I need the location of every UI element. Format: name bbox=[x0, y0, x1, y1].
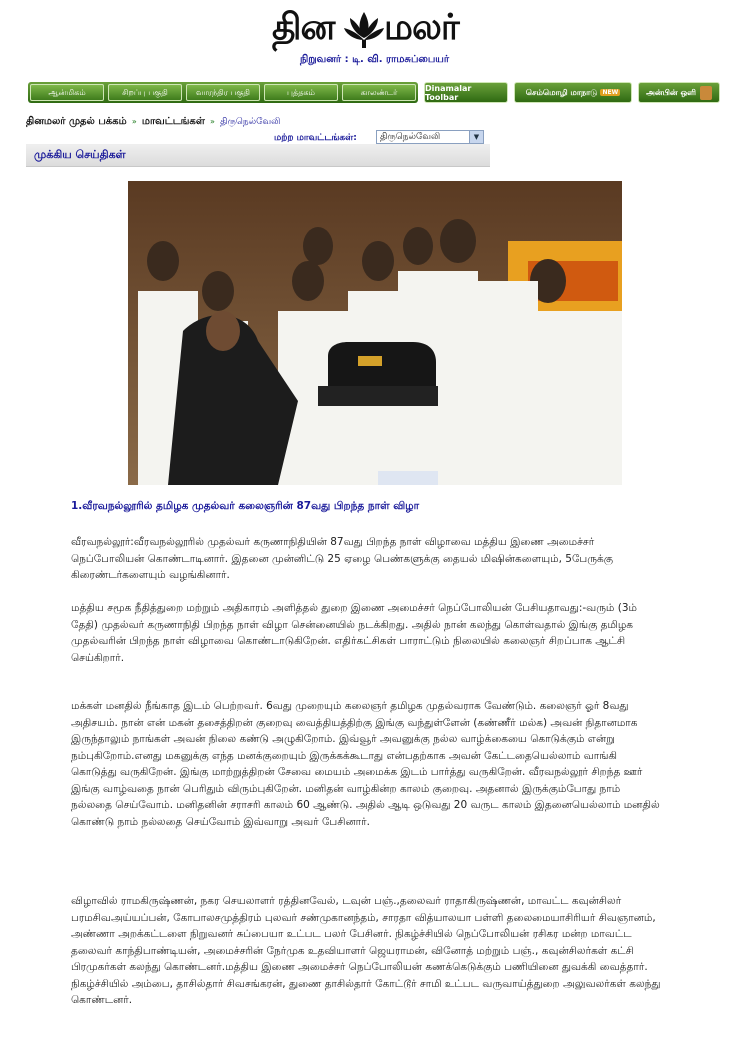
semmozhi-label: செம்மொழி மாநாடு bbox=[525, 87, 598, 97]
news-photo bbox=[128, 181, 622, 485]
anbin-oli-label: அன்பின் ஒளி bbox=[645, 87, 697, 97]
district-select-value: திருநெல்வேலி bbox=[380, 131, 441, 142]
main-nav bbox=[28, 82, 418, 103]
article-paragraph: மத்திய சமூக நீதித்துறை மற்றும் அதிகாரம் அளித்தல் துறை இணை அமைச்சர் நெப்போலியன் பேசியதாவது:-வரும் (3ம் தேதி) முதல்வர் கருணாநிதி பிறந்த நாள் விழா சென்னையில் நடக்கிறது. அதில் நான் கலந்து கொள்வதால் இங்கு தமிழக முதல்வரின் பிறந்த நாள் விழாவை கொண்டாடுகிறேன். எதிர்கட்சிகள் பாராட்டும் நிலையில் கலைஞர் சிறப்பாக ஆட்சி செய்கிறார். bbox=[71, 602, 637, 664]
nav-item-calendar[interactable]: காலண்டர் bbox=[342, 84, 416, 101]
toolbar-button[interactable] bbox=[424, 82, 508, 103]
breadcrumb-districts[interactable]: மாவட்டங்கள் bbox=[141, 116, 205, 127]
logo-text-left: தின bbox=[272, 6, 335, 48]
section-header bbox=[26, 144, 490, 167]
nav-item-weekly[interactable]: வாரந்திர பகுதி bbox=[186, 84, 260, 101]
logo-text-right: மலர் bbox=[384, 6, 459, 48]
nav-item-aanmigam[interactable]: ஆன்மிகம் bbox=[30, 84, 104, 101]
district-picker-label: மற்ற மாவட்டங்கள்: bbox=[274, 133, 357, 143]
nav-item-special[interactable]: சிறப்பு பகுதி bbox=[108, 84, 182, 101]
breadcrumb-separator-icon: » bbox=[131, 117, 137, 126]
article-paragraph: வீரவநல்லூர்:வீரவநல்லூரில் முதல்வர் கருணாநிதியின் 87வது பிறந்த நாள் விழாவை மத்திய இணை அமைச்சர் நெப்போலியன் கொண்டாடினார். இதனை முன்னிட்டு 25 ஏழை பெண்களுக்கு தையல் மிஷின்களையும், 5பேருக்கு கிரைண்டர்களையும் வழங்கினார். bbox=[71, 536, 613, 581]
masthead bbox=[0, 0, 750, 72]
founder-line: நிறுவனர் : டி. வி. ராமசுப்பையர் bbox=[300, 54, 450, 65]
avatar bbox=[700, 86, 712, 100]
article-paragraph: விழாவில் ராமகிருஷ்ணன், நகர செயலாளர் ரத்தினவேல், டவுன் பஞ்.,தலைவர் ராதாகிருஷ்ணன், மாவட்ட கவுன்சிலர் பரமசிவஅய்யப்பன், கோபாலசமுத்திரம் புலவர் சண்முகானந்தம், சாரதா வித்யாலயா பள்ளி தலைமையாசிரியர் சிவஞானம், அண்ணா அறக்கட்டளை நிறுவனர் சுப்பையா உட்பட பலர் பேசினர். நிகழ்ச்சியில் நெப்போலியன் ரசிகர மன்ற மாவட்ட தலைவர் காந்திபாண்டியன், அமைச்சரின் நேர்முக உதவியாளர் ஜெயராமன், வினோத் மற்றும் பஞ்., கவுன்சிலர்கள் கட்சி பிரமுகர்கள் கலந்து கொண்டனர்.மத்திய இணை அமைச்சர் நெப்போலியன் கணக்கெடுக்கும் பணியினை துவக்கி வைத்தார். நிகழ்ச்சியில் அம்பை, தாசில்தார் சிவசங்கரன், துணை தாசில்தார் கோட்டூர் சாமி உட்பட வருவாய்த்துறை அலுவலர்கள் கலந்து கொண்டனர். bbox=[71, 895, 661, 1006]
site-logo[interactable] bbox=[272, 4, 472, 54]
toolbar-label: Dinamalar Toolbar bbox=[425, 83, 472, 102]
chevron-down-icon[interactable]: ▼ bbox=[469, 131, 483, 143]
nav-item-books[interactable]: புத்தகம் bbox=[264, 84, 338, 101]
article-paragraph: மக்கள் மனதில் நீங்காத இடம் பெற்றவர். 6வது முறையும் கலைஞர் தமிழக முதல்வராக வேண்டும். கலைஞர் ஓர் 8வது அதிசயம். நான் என் மகன் தசைத்திறன் குறைவு வைத்தியத்திற்கு இங்கு வந்துள்ளேன் (கண்ணீர் மல்க) அவன் நிதானமாக இருந்தாலும் நாங்கள் அவன் நிலை கண்டு அழுகிறோம். இவ்வூர் அவனுக்கு நல்ல வாழ்க்கையை கொடுக்கும் என்று நம்புகிறோம்.எனது மகனுக்கு எந்த மனக்குறையும் இருக்கக்கூடாது என்பதற்காக அவன் கேட்டதையெல்லாம் வாங்கி கொடுத்து வருகிறேன். இங்கு மாற்றுத்திறன் சேவை மையம் அமைக்க இடம் பார்த்து வருகிறேன். வீரவநல்லூர் சிறந்த ஊர் இங்கு வாழ்வதை நான் பெரிதும் விரும்புகிறேன். மனிதன் வாழ்கின்ற காலம் குறைவு. அதனால் இருக்கும்போது நாம் நல்லதை செய்வோம். மனிதனின் சராசரி காலம் 60 ஆண்டு. அதில் ஆடி ஒடுவது 20 வருட காலம் இதனையெல்லாம் மனதில் கொண்டு நாம் நல்லதை செய்வோம் இவ்வாறு அவர் பேசினார். bbox=[71, 700, 660, 828]
new-badge: NEW bbox=[602, 89, 619, 96]
breadcrumb bbox=[26, 116, 280, 128]
breadcrumb-separator-icon: » bbox=[210, 117, 215, 126]
breadcrumb-current: திருநெல்வேலி bbox=[220, 117, 281, 127]
article-headline[interactable]: 1.வீரவநல்லூரில் தமிழக முதல்வர் கலைஞரின் 87வது பிறந்த நாள் விழா bbox=[71, 500, 420, 512]
section-title: முக்கிய செய்திகள் bbox=[34, 148, 126, 161]
breadcrumb-home[interactable]: தினமலர் முதல் பக்கம் bbox=[26, 116, 127, 127]
district-select[interactable] bbox=[376, 130, 484, 144]
lotus-icon bbox=[344, 8, 384, 50]
anbin-oli-button[interactable] bbox=[638, 82, 720, 103]
semmozhi-button[interactable] bbox=[514, 82, 632, 103]
